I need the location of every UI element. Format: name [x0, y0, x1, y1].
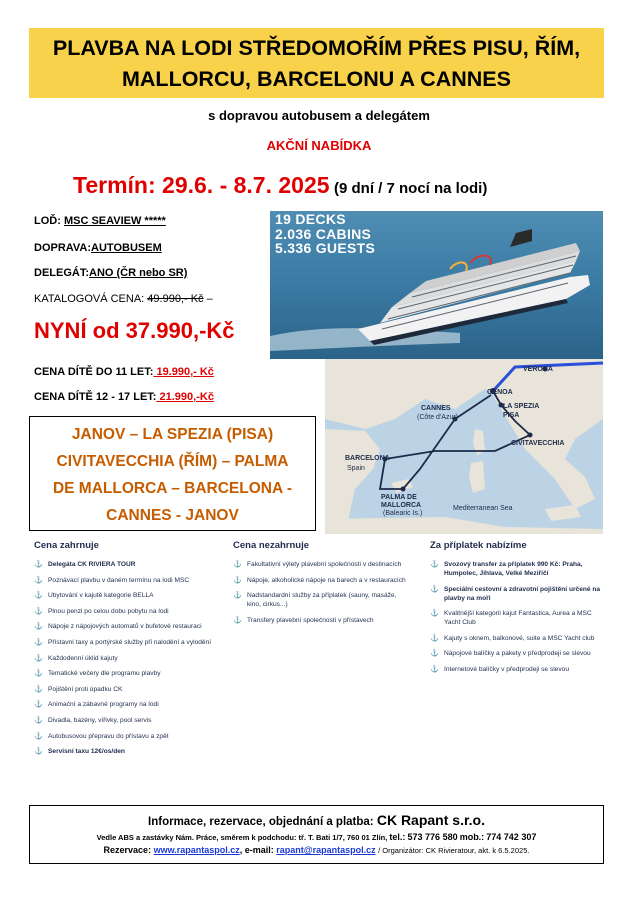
map-cannes: CANNES: [421, 405, 451, 412]
route-map: [325, 359, 603, 534]
list-item: ⚓ Animační a zábavné programy na lodi: [34, 701, 159, 709]
child1-label: CENA DÍTĚ DO 11 LET:: [34, 366, 154, 378]
transport-label: DOPRAVA:: [34, 242, 92, 254]
not-included-heading: Cena nezahrnuje: [233, 540, 310, 551]
list-item: ⚓ Transfery plavební společnosti v přístavech: [233, 616, 374, 624]
anchor-icon: ⚓: [233, 561, 242, 568]
anchor-icon: ⚓: [430, 665, 439, 673]
now-price: NYNÍ od 37.990,-Kč: [34, 318, 235, 343]
list-item: ⚓ Nápoje z nápojových automatů v bufetové restauraci: [34, 623, 202, 631]
anchor-icon: ⚓: [34, 607, 43, 615]
delegate-label: DELEGÁT:: [34, 267, 89, 279]
child2-label: CENA DÍTĚ 12 - 17 LET:: [34, 391, 157, 403]
not-included-column: [233, 540, 408, 631]
extras-heading: Za příplatek nabízíme: [430, 540, 527, 551]
map-cannes-sub: (Côte d'Azur): [417, 414, 459, 421]
guests-label: 5.336 GUESTS: [275, 240, 376, 256]
ship-image: [270, 211, 603, 359]
list-item: ⚓ Delegáta CK RIVIERA TOUR: [34, 561, 136, 568]
extras-column: [430, 540, 605, 681]
footer-mob-label: mob.:: [459, 832, 485, 842]
list-item: ⚓ Tematické večery dle programu plavby: [34, 670, 161, 678]
map-palma-sub: (Balearic Is.): [383, 510, 423, 517]
list-item: ⚓ Každodenní úklid kajuty: [34, 654, 118, 662]
included-list: [34, 560, 214, 756]
anchor-icon: ⚓: [430, 634, 439, 642]
cabins-label: 2.036 CABINS: [275, 225, 372, 242]
map-la-spezia: LA SPEZIA: [503, 403, 540, 410]
list-item: ⚓ Nápoje, alkoholické nápoje na barech a v restauracích: [233, 576, 406, 584]
anchor-icon: ⚓: [34, 701, 43, 709]
footer-organizer: / Organizátor: CK Rivieratour, akt. k 6.5.2025.: [378, 846, 530, 855]
footer-line3: [30, 845, 603, 855]
list-item: ⚓ Nápojové balíčky a pakety v předprodeji se slevou: [430, 650, 591, 658]
extras-list: [430, 560, 605, 674]
decks-label: 19 DECKS: [275, 211, 346, 227]
transport-value: AUTOBUSEM: [91, 242, 162, 254]
footer-line1: [30, 812, 603, 828]
term-note: (9 dní / 7 nocí na lodi): [334, 180, 488, 197]
ship-stats: [275, 212, 375, 256]
subtitle: s dopravou autobusem a delegátem: [208, 108, 430, 123]
not-included-list: [233, 560, 408, 625]
included-column: [34, 540, 214, 763]
map-sea: Mediterranean Sea: [453, 505, 513, 512]
footer-tel-label: tel.:: [389, 832, 406, 842]
catalog-value: 49.990,- Kč: [147, 293, 204, 305]
anchor-icon: ⚓: [34, 623, 43, 631]
footer-tel: 573 776 580: [407, 832, 458, 842]
anchor-icon: ⚓: [34, 576, 43, 584]
route-line4: CANNES - JANOV: [106, 507, 239, 524]
list-item: ⚓ Fakultativní výlety plavební společnosti v destinacích: [233, 561, 402, 568]
anchor-icon: ⚓: [430, 610, 439, 618]
list-item: ⚓ Divadla, bazény, vířivky, pool servis: [34, 716, 152, 724]
page-title-line1: PLAVBA NA LODI STŘEDOMOŘÍM PŘES PISU, ŘÍM,: [52, 36, 581, 60]
map-genoa: GENOA: [487, 389, 513, 396]
child2-row: [34, 391, 214, 403]
anchor-icon: ⚓: [34, 748, 43, 756]
footer-address: Vedle ABS a zastávky Nám. Práce, směrem k podchodu: tř. T. Bati 1/7, 760 01 Zlín,: [96, 833, 388, 842]
included-heading: Cena zahrnuje: [34, 540, 99, 551]
list-item: ⚓ Poznávací plavbu v daném termínu na lodi MSC: [34, 576, 190, 584]
list-item: ⚓ Kvalitnější kategorii kajut Fantastica, Aurea a MSC Yacht Club: [430, 610, 592, 627]
term-line: [73, 172, 487, 199]
anchor-icon: ⚓: [34, 716, 43, 724]
transport-row: [34, 242, 162, 254]
anchor-icon: ⚓: [233, 576, 242, 584]
map-verona: VERONA: [523, 366, 553, 373]
website-link[interactable]: www.rapantaspol.cz: [153, 845, 240, 855]
list-item: ⚓ Servisní taxu 12€/os/den: [34, 748, 125, 756]
catalog-row: [34, 293, 213, 305]
anchor-icon: ⚓: [34, 732, 43, 740]
list-item: ⚓ Svozový transfer za příplatek 990 Kč: Praha, Humpolec, Jihlava, Velké Meziříčí: [430, 561, 583, 577]
map-barcelona: BARCELONA: [345, 455, 390, 462]
footer-mob: 774 742 307: [486, 832, 537, 842]
child2-value: 21.990,-Kč: [156, 391, 214, 403]
route-line3: DE MALLORCA – BARCELONA -: [52, 480, 293, 497]
anchor-icon: ⚓: [34, 654, 43, 662]
list-item: ⚓ Kajuty s oknem, balkonové, suite a MSC Yacht club: [430, 634, 595, 642]
anchor-icon: ⚓: [233, 592, 242, 600]
footer-brand: CK Rapant s.r.o.: [376, 812, 485, 828]
anchor-icon: ⚓: [34, 685, 43, 693]
route-line2: CIVITAVECCHIA (ŘÍM) – PALMA: [56, 453, 289, 470]
ship-label: LOĎ:: [34, 215, 61, 227]
anchor-icon: ⚓: [34, 561, 43, 568]
child1-value: 19.990,- Kč: [153, 366, 214, 378]
title-banner: [29, 28, 604, 98]
map-palma2: MALLORCA: [381, 502, 422, 509]
anchor-icon: ⚓: [430, 561, 439, 568]
footer-reservation-label: Rezervace:: [103, 845, 152, 855]
anchor-icon: ⚓: [430, 650, 439, 658]
list-item: ⚓ Pojištění proti úpadku CK: [34, 685, 123, 693]
list-item: ⚓ Autobusovou přepravu do přístavu a zpět: [34, 732, 169, 740]
route-box: [29, 416, 316, 531]
anchor-icon: ⚓: [233, 616, 242, 624]
list-item: ⚓ Přístavní taxy a portýrské služby při nalodění a vylodění: [34, 638, 212, 646]
route-line1: JANOV – LA SPEZIA (PISA): [71, 426, 274, 443]
footer-email-label: , e-mail:: [239, 845, 274, 855]
list-item: ⚓ Plnou penzi po celou dobu pobytu na lodi: [34, 607, 169, 615]
term-dates: Termín: 29.6. - 8.7. 2025: [73, 172, 330, 198]
anchor-icon: ⚓: [34, 670, 43, 678]
map-civitavecchia: CIVITAVECCHIA: [511, 440, 565, 447]
list-item: ⚓ Speciální cestovní a zdravotní pojištění určené na plavby na moři: [430, 585, 601, 602]
catalog-label: KATALOGOVÁ CENA:: [34, 293, 145, 305]
offer-label: AKČNÍ NABÍDKA: [266, 138, 372, 153]
ship-value: MSC SEAVIEW *****: [63, 215, 166, 227]
map-pisa: PISA: [503, 412, 520, 419]
ship-row: [34, 215, 166, 227]
catalog-dash: –: [206, 293, 213, 305]
list-item: ⚓ Nadstandardní služby za příplatek (sauny, masáže, kino, cirkus...): [233, 592, 397, 609]
anchor-icon: ⚓: [430, 585, 439, 593]
map-spain: Spain: [347, 465, 365, 472]
page-title-line2: MALLORCU, BARCELONU A CANNES: [122, 67, 511, 91]
contact-footer: [29, 805, 604, 864]
email-link[interactable]: rapant@rapantaspol.cz: [276, 845, 376, 855]
child1-row: [34, 366, 214, 378]
map-palma1: PALMA DE: [381, 494, 417, 501]
list-item: ⚓ Internetové balíčky v předprodeji se slevou: [430, 665, 569, 673]
footer-line2: [30, 832, 603, 842]
delegate-value: ANO (ČR nebo SR): [89, 267, 188, 279]
delegate-row: [34, 267, 187, 279]
anchor-icon: ⚓: [34, 638, 43, 646]
footer-info-label: Informace, rezervace, objednání a platba:: [148, 816, 374, 828]
list-item: ⚓ Ubytování v kajutě kategorie BELLA: [34, 592, 154, 600]
anchor-icon: ⚓: [34, 592, 43, 600]
